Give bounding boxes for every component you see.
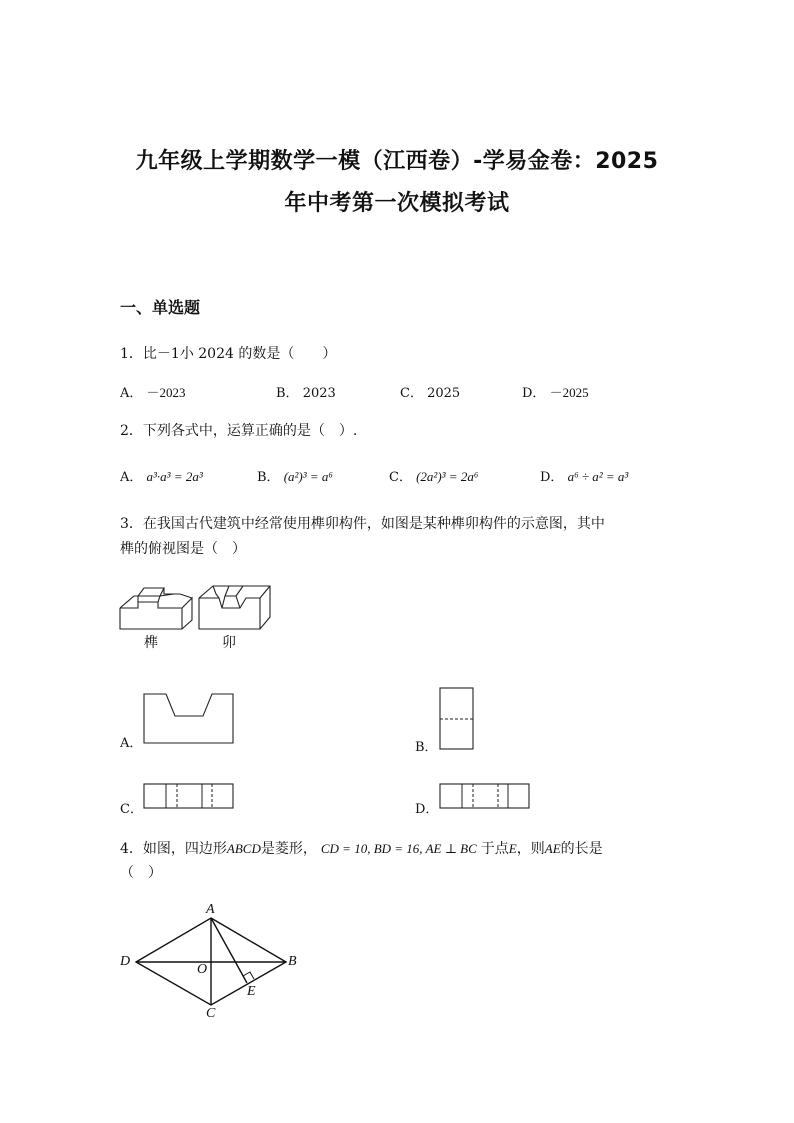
option-label: A． — [120, 386, 143, 401]
option-value: －2023 — [146, 385, 186, 400]
point-label-a: A — [206, 902, 215, 917]
option-label: B． — [257, 470, 280, 485]
q4-text: 于点 — [480, 841, 509, 857]
q4-math-e: E — [508, 841, 517, 856]
question-4-stem-line2: （ ） — [120, 865, 162, 881]
q3-option-b-label: B． — [415, 740, 438, 755]
q4-text: 4．如图，四边形 — [120, 841, 227, 857]
point-label-o: O — [197, 962, 208, 977]
fig-label-mortise: 卯 — [222, 635, 236, 651]
q4-math-abcd: ABCD — [226, 841, 261, 856]
point-label-e: E — [247, 984, 256, 999]
q4-math-ae: AE — [544, 841, 561, 856]
option-label: D． — [522, 386, 546, 401]
option-value: －2025 — [549, 385, 589, 400]
document-title-line1: 九年级上学期数学一模（江西卷）-学易金卷：2025 — [135, 149, 659, 174]
option-label: C． — [389, 470, 412, 485]
option-value: 2023 — [302, 386, 336, 401]
q4-text: 是菱形， — [260, 841, 317, 857]
option-formula: a³·a³ = 2a³ — [146, 469, 203, 484]
question-3-stem-line1: 3．在我国古代建筑中经常使用榫卯构件，如图是某种榫卯构件的示意图，其中 — [120, 516, 605, 532]
option-formula: (a²)³ = a⁶ — [283, 469, 333, 484]
fig-label-tenon: 榫 — [144, 635, 158, 651]
option-formula: (2a²)³ = 2a⁶ — [416, 469, 479, 484]
section-heading: 一、单选题 — [120, 298, 201, 317]
q4-text: 的长是 — [560, 841, 603, 857]
q3-option-c-label: C． — [120, 802, 143, 817]
point-label-d: D — [120, 954, 131, 969]
question-2-stem: 2．下列各式中，运算正确的是（ ）. — [120, 423, 358, 439]
option-value: 2025 — [427, 386, 461, 401]
option-label: D． — [540, 470, 564, 485]
option-label: C． — [400, 386, 423, 401]
option-label: A． — [120, 470, 143, 485]
q3-option-a-label: A． — [120, 736, 143, 751]
question-3-stem-line2: 榫的俯视图是（ ） — [120, 541, 246, 557]
q4-text: ，则 — [516, 841, 545, 857]
question-1-stem: 1．比－1小 2024 的数是（ ） — [120, 346, 337, 362]
option-formula: a⁶ ÷ a² = a³ — [567, 469, 629, 484]
point-label-b: B — [288, 954, 297, 969]
q4-math-condition: CD = 10, BD = 16, AE ⊥ BC — [320, 841, 477, 856]
option-label: B． — [276, 386, 299, 401]
q3-option-d-label: D． — [415, 802, 439, 817]
point-label-c: C — [206, 1006, 216, 1021]
document-title-line2: 年中考第一次模拟考试 — [284, 191, 510, 216]
